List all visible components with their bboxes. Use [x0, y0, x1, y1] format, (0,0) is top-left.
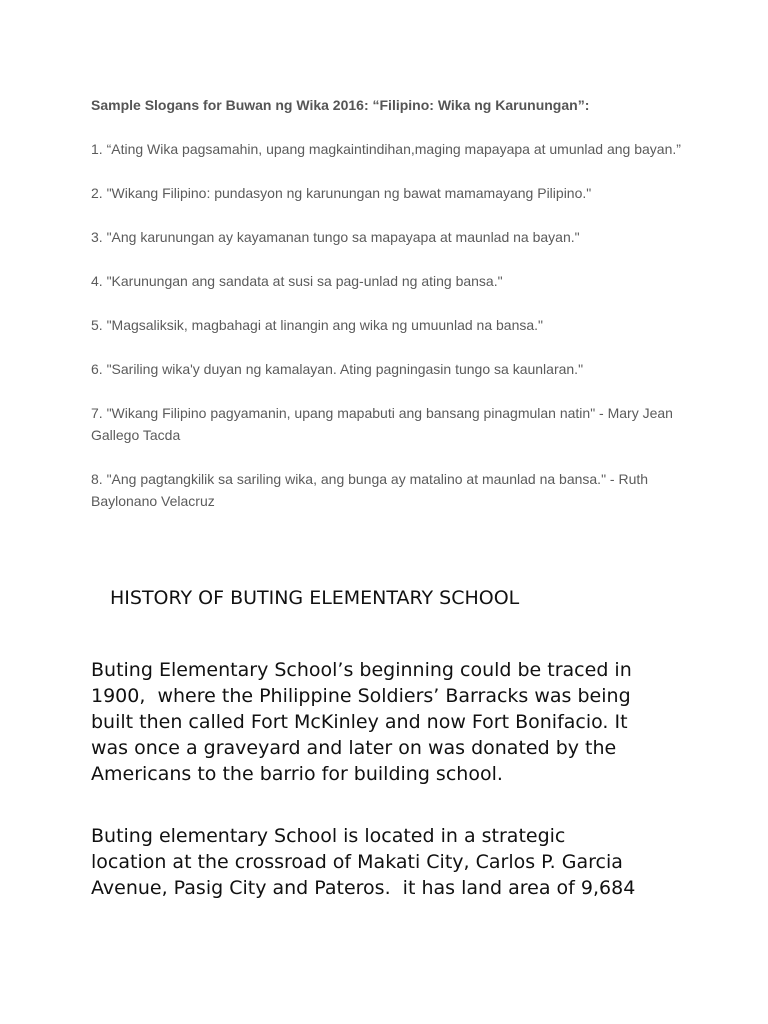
slogan-item-4: 4. "Karunungan ang sandata at susi sa pag-unlad ng ating bansa.": [91, 273, 503, 289]
history-paragraph-1: [91, 657, 681, 787]
history-title: HISTORY OF BUTING ELEMENTARY SCHOOL: [110, 587, 520, 609]
history-paragraph-1-line-4: was once a graveyard and later on was donated by the: [91, 737, 617, 759]
history-paragraph-1-line-1: Buting Elementary School’s beginning could be traced in: [91, 659, 632, 681]
slogans-section: [91, 94, 701, 534]
slogan-item-8: 8. "Ang pagtangkilik sa sariling wika, ang bunga ay matalino at maunlad na bansa." - Ruth Baylonano Velacruz: [91, 471, 649, 509]
slogan-item-2: 2. "Wikang Filipino: pundasyon ng karunungan ng bawat mamamayang Pilipino.": [91, 185, 592, 201]
history-paragraph-1-line-3: built then called Fort McKinley and now Fort Bonifacio. It: [91, 711, 628, 733]
slogan-item-7: 7. "Wikang Filipino pagyamanin, upang mapabuti ang bansang pinagmulan natin" - Mary Jean Gallego Tacda: [91, 405, 673, 443]
history-paragraph-2-line-1: Buting elementary School is located in a strategic: [91, 825, 566, 847]
history-paragraph-2: [91, 823, 681, 901]
history-paragraph-1-line-5: Americans to the barrio for building school.: [91, 763, 503, 785]
history-paragraph-2-line-2: location at the crossroad of Makati City, Carlos P. Garcia: [91, 851, 623, 873]
slogan-item-6: 6. "Sariling wika'y duyan ng kamalayan. Ating pagningasin tungo sa kaunlaran.": [91, 361, 584, 377]
slogan-item-5: 5. "Magsaliksik, magbahagi at linangin ang wika ng umuunlad na bansa.": [91, 317, 543, 333]
history-paragraph-1-line-2: 1900, where the Philippine Soldiers’ Barracks was being: [91, 685, 631, 707]
history-paragraph-2-line-3: Avenue, Pasig City and Pateros. it has land area of 9,684: [91, 877, 636, 899]
slogans-heading: Sample Slogans for Buwan ng Wika 2016: “Filipino: Wika ng Karunungan”:: [91, 97, 590, 113]
history-body: [91, 657, 681, 937]
slogan-item-3: 3. "Ang karunungan ay kayamanan tungo sa mapayapa at maunlad na bayan.": [91, 229, 580, 245]
slogan-item-1: 1. “Ating Wika pagsamahin, upang magkaintindihan,maging mapayapa at umunlad ang bayan.”: [91, 141, 681, 157]
